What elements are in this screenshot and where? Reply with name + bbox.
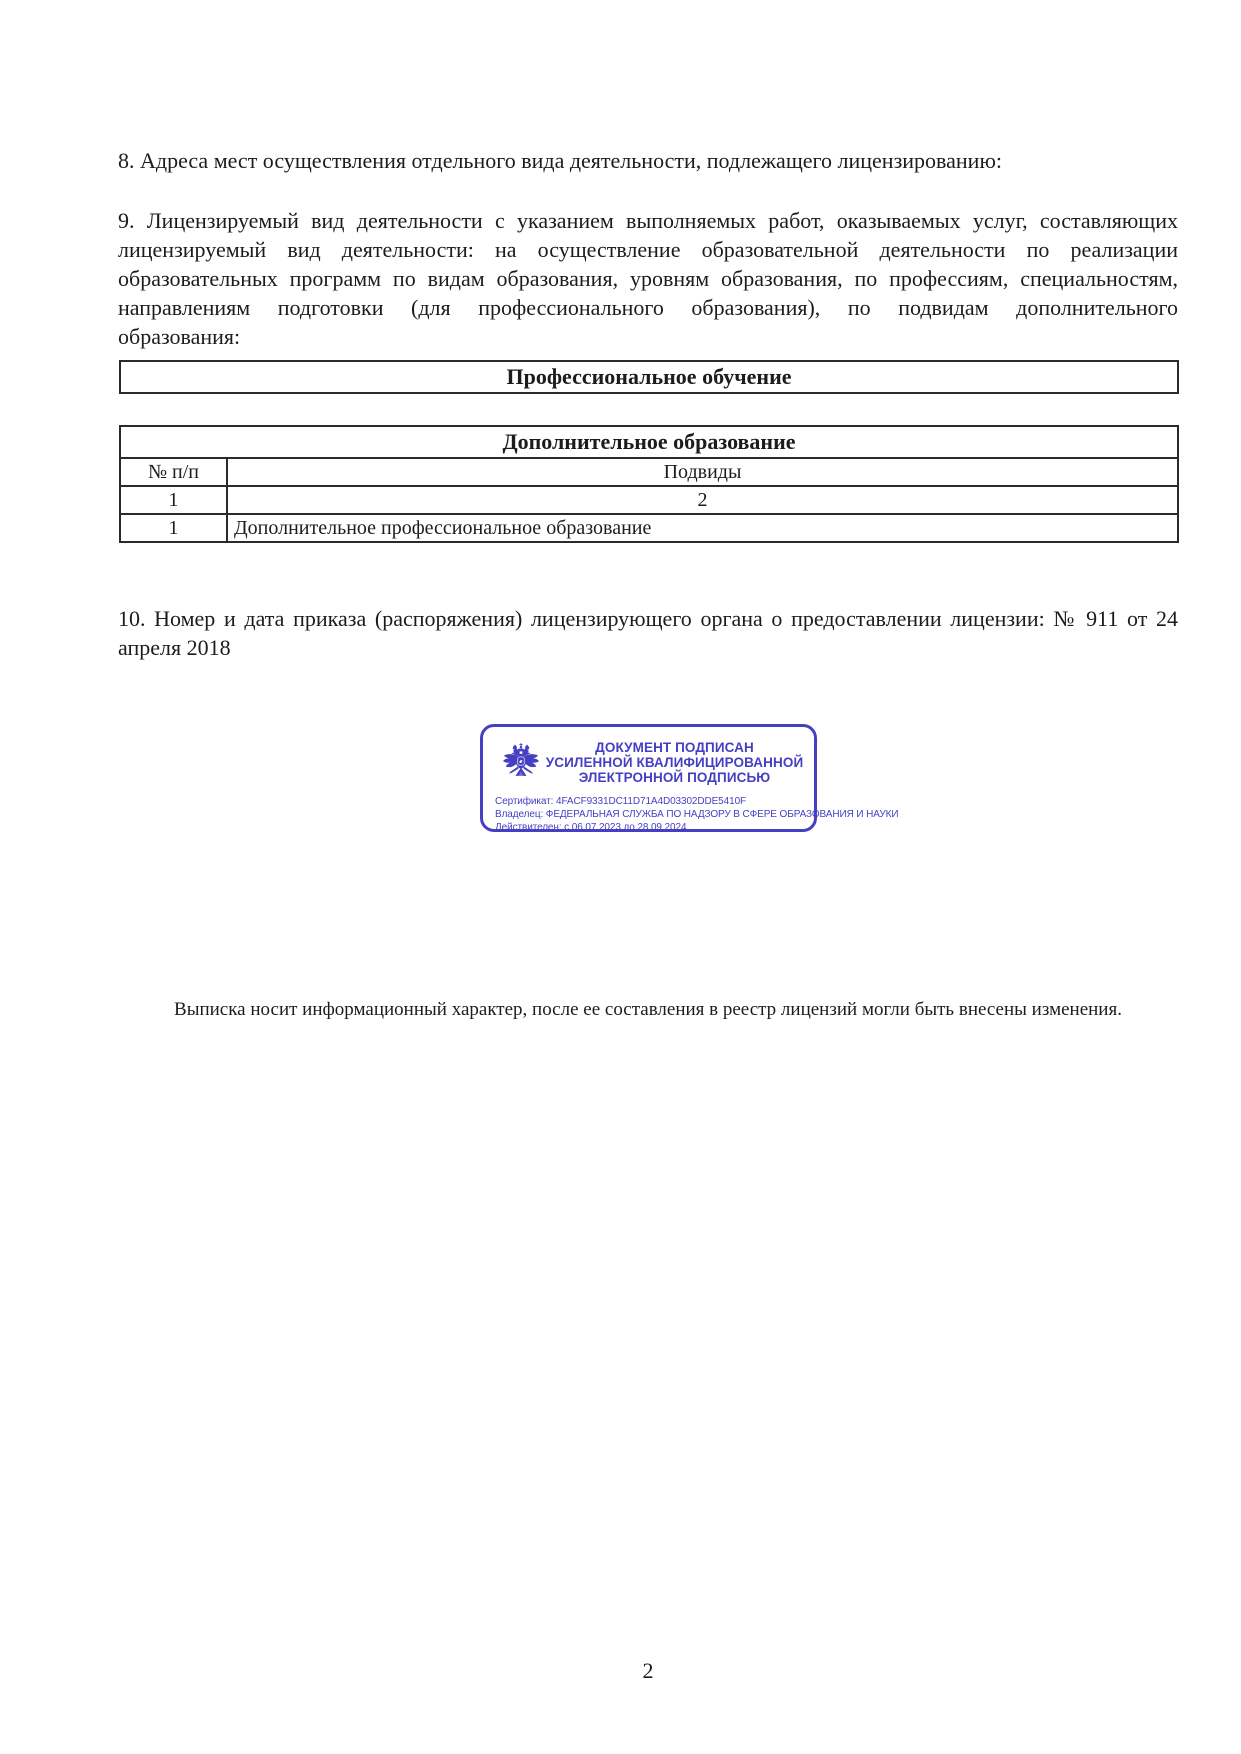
paragraph-10 [118, 604, 1178, 662]
paragraph-8: 8. Адреса мест осуществления отдельного вида деятельности, подлежащего лицензированию: [118, 148, 1002, 173]
paragraph-10-line: апреля 2018 [118, 635, 231, 660]
column-header-number: № п/п [120, 458, 227, 486]
paragraph-9-line: образования: [118, 324, 241, 349]
additional-education-table [119, 425, 1179, 543]
stamp-title-line: УСИЛЕННОЙ КВАЛИФИЦИРОВАННОЙ [545, 754, 804, 770]
paragraph-10-line: 10. Номер и дата приказа (распоряжения) лицензирующего органа о предоставлении лицензии: № 911 от 24 [118, 606, 1178, 631]
page-number: 2 [642, 1658, 654, 1683]
paragraph-9-line: образовательных программ по видам образования, уровням образования, по профессиям, специальностям, [118, 266, 1178, 291]
stamp-owner: Владелец: ФЕДЕРАЛЬНАЯ СЛУЖБА ПО НАДЗОРУ В СФЕРЕ ОБРАЗОВАНИЯ И НАУКИ [495, 809, 899, 820]
stamp-validity: Действителен: с 06.07.2023 до 28.09.2024 [495, 822, 687, 833]
paragraph-9 [118, 206, 1178, 351]
professional-training-title: Профессиональное обучение [120, 361, 1178, 393]
row-number-cell: 1 [120, 514, 227, 542]
stamp-details [495, 795, 899, 834]
footnote: Выписка носит информационный характер, после ее составления в реестр лицензий могли быть внесены изменения. [174, 999, 1122, 1020]
count-cell-value: 2 [227, 486, 1178, 514]
paragraph-9-line: направлениям подготовки (для профессионального образования), по подвидам дополнительного [118, 295, 1178, 320]
digital-signature-stamp [480, 724, 899, 833]
table-header-row [120, 458, 1178, 486]
stamp-title-line: ДОКУМЕНТ ПОДПИСАН [595, 739, 754, 755]
stamp-title [545, 740, 804, 785]
stamp-title-line: ЭЛЕКТРОННОЙ ПОДПИСЬЮ [578, 769, 771, 785]
column-header-subtypes: Подвиды [227, 458, 1178, 486]
table-count-row [120, 486, 1178, 514]
table-row [120, 514, 1178, 542]
paragraph-9-line: лицензируемый вид деятельности: на осуществление образовательной деятельности по реализации [118, 237, 1178, 262]
row-subtype-cell: Дополнительное профессиональное образование [227, 514, 1178, 542]
additional-education-title: Дополнительное образование [120, 426, 1178, 458]
count-cell-number: 1 [120, 486, 227, 514]
professional-training-table [119, 360, 1179, 394]
paragraph-9-line: 9. Лицензируемый вид деятельности с указанием выполняемых работ, оказываемых услуг, составляющих [118, 208, 1178, 233]
coat-of-arms-icon [497, 734, 545, 790]
stamp-certificate: Сертификат: 4FACF9331DC11D71A4D03302DDE5410F [495, 796, 747, 807]
